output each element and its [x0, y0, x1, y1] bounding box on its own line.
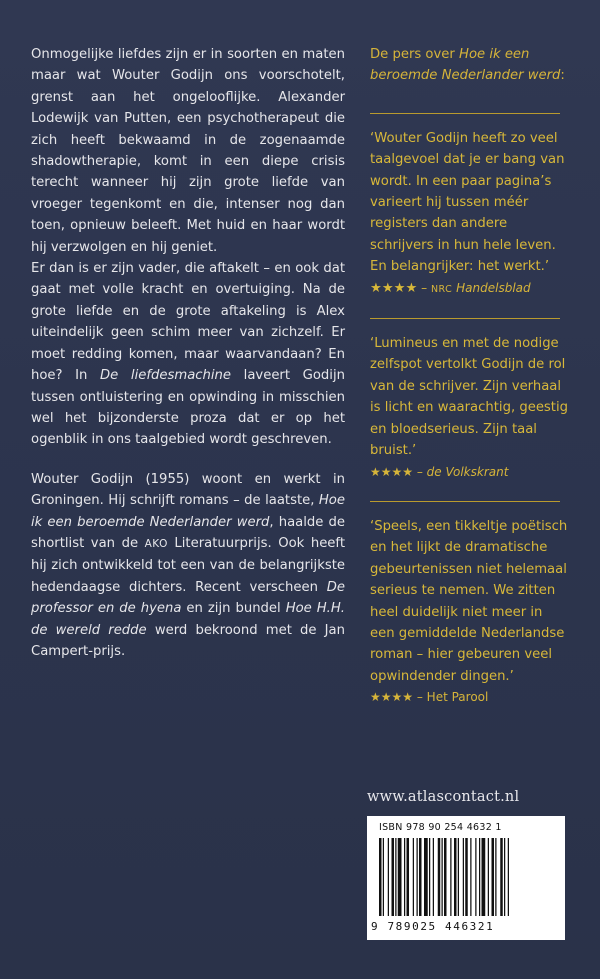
barcode-bar	[500, 838, 503, 916]
barcode-bar	[419, 838, 422, 916]
quote-2-dash: –	[413, 464, 427, 479]
quote-1-source: Handelsblad	[452, 280, 531, 295]
barcode-bar	[413, 838, 414, 916]
barcode-bar	[442, 838, 443, 916]
barcode-bar	[488, 838, 489, 916]
barcode-bar	[417, 838, 418, 916]
quote-divider	[370, 113, 560, 114]
barcode-bar	[424, 838, 428, 916]
barcode-bar	[398, 838, 402, 916]
barcode-icon	[377, 838, 557, 918]
press-heading-text: De pers over	[370, 47, 460, 62]
barcode-bar	[479, 838, 480, 916]
barcode-bar	[495, 838, 496, 916]
quote-2-stars: ★★★★	[370, 464, 414, 479]
bio-book-title-2: De professor en de hyena	[31, 579, 345, 617]
quote-3-source: Het Parool	[426, 690, 489, 705]
quote-1-text: ‘Wouter Godijn heeft zo veel taalgevoel dat je er bang van wordt. In een paar pagina’s varieert hij tussen méér registers dan andere schrijvers in hun hele leven. En belangrijker: het werkt.’ ★★★★	[370, 130, 565, 296]
quote-1-source-abbrev: NRC	[430, 283, 453, 295]
barcode-bar	[482, 838, 486, 916]
barcode-bar	[392, 838, 395, 916]
blurb-paragraph-1	[31, 44, 345, 258]
quote-3-stars: ★★★★	[370, 690, 414, 705]
barcode-bar	[433, 838, 434, 916]
blurb-column	[31, 44, 345, 662]
blurb-paragraph-2	[31, 258, 345, 451]
barcode-bar	[470, 838, 471, 916]
barcode-bar	[383, 838, 384, 916]
blurb-p1-text: Onmogelijke liefdes zijn er in soorten en maten maar wat Wouter Godijn ons voorschotelt, grenst aan het ongelooflijke. Alexander Lodewijk van Putten, een psychotherapeut die zich heeft bekwaamd in de zogenaamde shadowtherapie, komt in een diepe crisis terecht wanneer hij zijn grote liefde van vroeger tegenkomt en die, intenser nog dan toen, opnieuw beleeft. Met huid en haar wordt hij verzwolgen en hij geniet.	[31, 47, 345, 255]
barcode-bar	[508, 838, 509, 916]
quote-divider	[370, 501, 560, 502]
barcode-bar	[504, 838, 505, 916]
bio-prize-abbrev: AKO	[144, 537, 168, 550]
press-quote-1	[370, 128, 570, 300]
isbn-digits: 9 789025 446321	[371, 920, 495, 933]
bio-book-title-1: Hoe ik een beroemde Nederlander werd	[31, 493, 345, 530]
quote-2-text: ‘Lumineus en met de nodige zelfspot vertolkt Godijn de rol van de schrijver. Zijn verhaal is licht en waarachtig, geestig en bloedserieus. Zijn taal bruist.’	[370, 336, 569, 459]
press-heading-title: Hoe ik een beroemde Nederlander werd	[370, 47, 561, 84]
barcode-bar	[465, 838, 468, 916]
blurb-p2-text-a: Er dan is er zijn vader, die aftakelt – en ook dat gaat met volle kracht en overtuiging. Na de grote liefde en de grote aftakeling is Alex uiteindelijk geen schim meer van zichzelf. Er moet redding komen, maar waarvandaan? En hoe? In	[31, 261, 345, 384]
press-quote-2	[370, 333, 570, 483]
barcode-bar	[458, 838, 459, 916]
barcode-bar	[492, 838, 495, 916]
barcode-bar	[438, 838, 441, 916]
blurb-p2-book-title: De liefdesmachine	[100, 368, 232, 384]
press-quote-3	[370, 516, 570, 709]
barcode-bar	[404, 838, 405, 916]
isbn-label: ISBN 978 90 254 4632 1	[379, 822, 502, 833]
bio-text-e: Literatuurprijs. Ook heeft hij zich ontwikkeld tot een van de belangrijkste hedendaagse dichters. Recent verscheen	[31, 535, 346, 595]
barcode-bar	[395, 838, 396, 916]
barcode-bar	[463, 838, 464, 916]
barcode-bar	[429, 838, 430, 916]
barcode-bar	[407, 838, 410, 916]
quote-1-dash: –	[417, 280, 431, 295]
quote-3-dash: –	[413, 690, 427, 705]
bio-text-c: , haalde de shortlist van de	[31, 514, 345, 551]
quote-3-text: ‘Speels, een tikkeltje poëtisch en het lijkt de dramatische gebeurtenissen niet helemaal serieus te nemen. We zitten heel duidelijk niet meer in een gemiddelde Nederlandse roman – hier gebeuren veel opwindender dingen.’	[370, 518, 568, 684]
publisher-url: www.atlascontact.nl	[367, 789, 520, 805]
isbn-barcode-box	[367, 816, 565, 940]
barcode-bar	[379, 838, 382, 916]
blurb-p2-text-b: laveert Godijn tussen ontluistering en opwinding in misschien wel het bijzonderste proza dat er op het ogenblik in ons taalgebied wordt geschreven.	[31, 368, 345, 448]
barcode-bar	[475, 838, 476, 916]
barcode-bar	[388, 838, 389, 916]
press-heading-colon: :	[560, 68, 565, 84]
press-heading	[370, 44, 570, 87]
barcode-bar	[454, 838, 457, 916]
quote-2-source: de Volkskrant	[426, 464, 509, 479]
bio-book-title-3: Hoe H.H. de wereld redde	[31, 601, 345, 638]
author-bio	[31, 469, 345, 663]
quote-divider	[370, 318, 560, 319]
bio-text-a: Wouter Godijn (1955) woont en werkt in Groningen. Hij schrijft romans – de laatste,	[31, 471, 345, 509]
bio-text-i: werd bekroond met de Jan Campert-prijs.	[31, 622, 345, 659]
barcode-bar	[450, 838, 451, 916]
bio-text-g: en zijn bundel	[181, 601, 286, 617]
barcode-bar	[444, 838, 447, 916]
press-column	[370, 44, 570, 709]
